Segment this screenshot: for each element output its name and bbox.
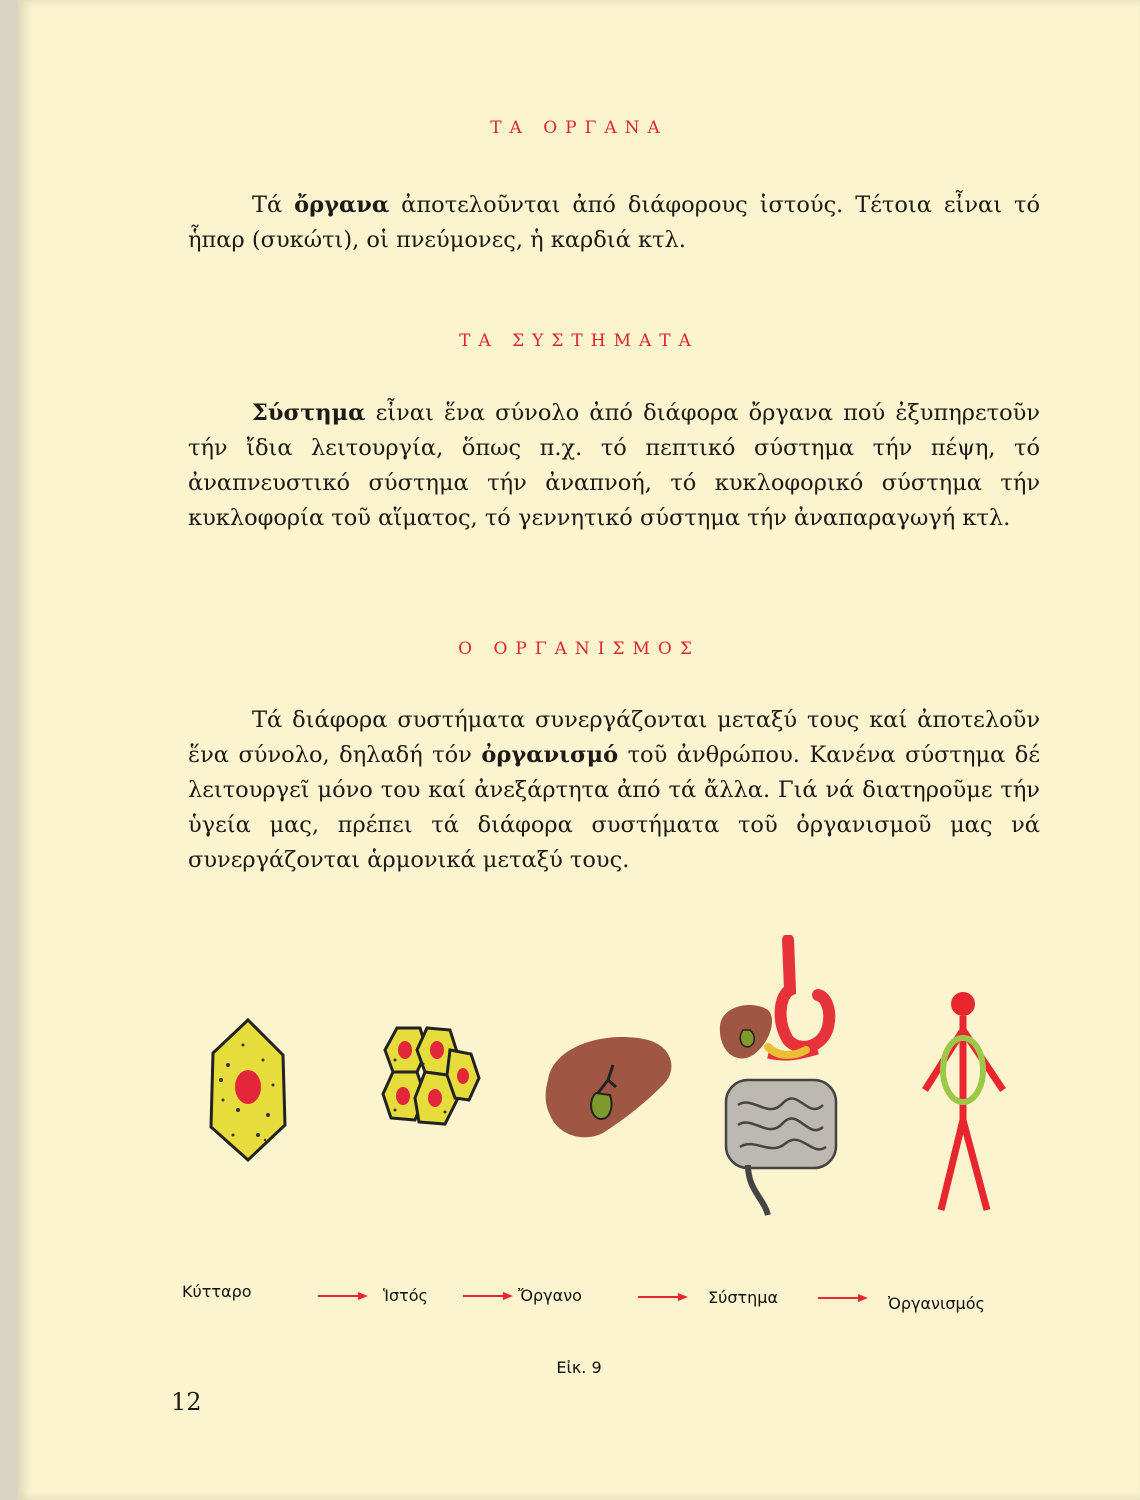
paragraph-organs (188, 188, 1040, 258)
label-cell: Κύτταρο (182, 1282, 252, 1301)
paragraph-organs-intro: Τά (252, 192, 283, 218)
term-system: Σύστημα (252, 400, 366, 426)
paragraph-systems (188, 396, 1040, 536)
heading-systems: ΤΑ ΣΥΣΤΗΜΑΤΑ (459, 331, 699, 351)
term-organism: ὀργανισμό (481, 742, 619, 768)
tissue-icon (375, 1020, 485, 1135)
label-tissue: Ἱστός (383, 1286, 428, 1305)
liver-organ-icon (528, 1025, 678, 1145)
arrow-right-icon (318, 1291, 368, 1301)
human-organism-icon (913, 990, 1013, 1215)
term-organs: ὄργανα (294, 192, 390, 218)
label-organism: Ὀργανισμός (888, 1294, 985, 1313)
textbook-page (18, 0, 1140, 1500)
figure-caption: Εἰκ. 9 (556, 1358, 602, 1377)
single-cell-icon (203, 1015, 293, 1165)
arrow-right-icon (818, 1293, 868, 1303)
label-organ: Ὄργανο (518, 1286, 582, 1305)
paragraph-organs-rest: ἀποτελοῦνται ἀπό διάφορους ἱστούς. Τέτοια εἶναι τό ἧπαρ (συκώτι), οἱ πνεύμονες, ἡ καρδιά κτλ. (188, 192, 1040, 253)
arrow-right-icon (463, 1291, 513, 1301)
paragraph-organism-intro: Τά διάφορα συστήματα συνεργάζονται μεταξύ τους καί ἀποτελοῦν ἕνα σύνολο, δηλαδή τόν (188, 707, 1040, 768)
paragraph-systems-rest: εἶναι ἕνα σύνολο ἀπό διάφορα ὄργανα πού ἐξυπηρετοῦν τήν ἴδια λειτουργία, ὅπως π.χ. τό πεπτικό σύστημα τήν πέψη, τό ἀναπνευστικό σύστημα τήν ἀναπνοή, τό κυκλοφορικό σύστημα τήν κυκλοφορία τοῦ αἵματος, τό γεννητικό σύστημα τήν ἀναπαραγωγή κτλ. (188, 400, 1040, 531)
heading-organism: Ο ΟΡΓΑΝΙΣΜΟΣ (458, 639, 700, 659)
heading-organs: ΤΑ ΟΡΓΑΝΑ (490, 118, 668, 138)
arrow-right-icon (638, 1292, 688, 1302)
paragraph-organism (188, 703, 1040, 878)
paragraph-organism-rest: τοῦ ἀνθρώπου. Κανένα σύστημα δέ λειτουργεῖ μόνο του καί ἀνεξάρτητα ἀπό τά ἄλλα. Γιά νά διατηροῦμε τήν ὑγεία μας, πρέπει τά διάφορα συστήματα τοῦ ὀργανισμοῦ μας νά συνεργάζονται ἁρμονικά μεταξύ τους. (188, 742, 1040, 873)
digestive-system-icon (708, 935, 858, 1220)
label-system: Σύστημα (708, 1288, 779, 1307)
page-number: 12 (171, 1388, 202, 1416)
